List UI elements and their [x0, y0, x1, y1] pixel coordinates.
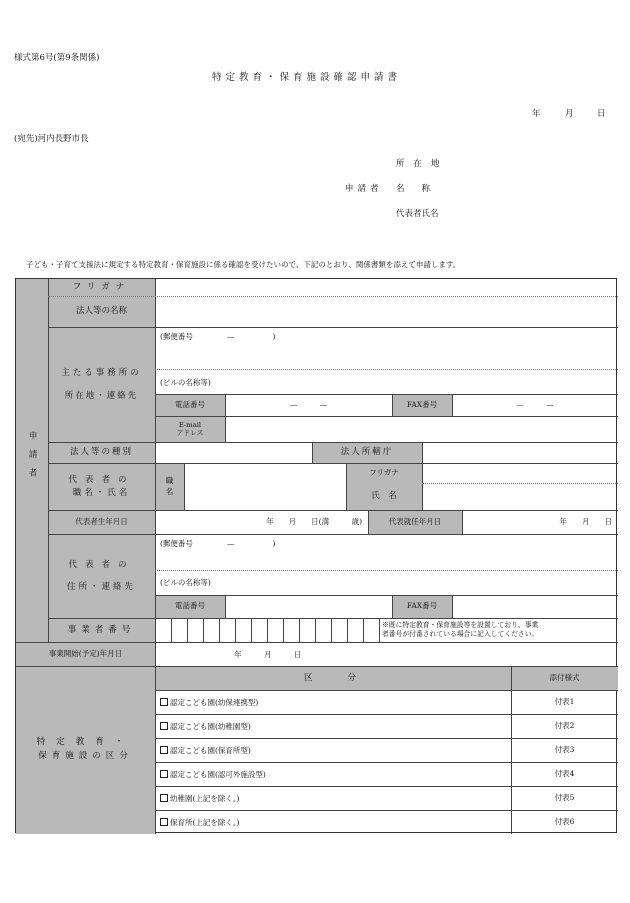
building-label: (ビルの名称等)	[160, 377, 211, 387]
date-year: 年	[532, 109, 541, 119]
facility-form-6: 付表6	[554, 816, 575, 826]
facility-row-6[interactable]: 保育所(上記を除く。)	[160, 810, 239, 834]
checkbox-icon[interactable]	[160, 722, 168, 730]
intro-text: 子ども・子育て支援法に規定する特定教育・保育施設に係る確認を受けたいので、下記のとおり、関係書類を添えて申請します。	[26, 260, 461, 269]
rep-fax-label: FAX番号	[406, 601, 438, 611]
rep-building-label: (ビルの名称等)	[160, 577, 211, 587]
rep-title-label: 職 名	[165, 476, 174, 496]
facility-row-4[interactable]: 認定こども園(認可外施設型)	[160, 762, 266, 786]
email-label: E-mail アドレス	[176, 420, 204, 437]
furigana-label: フリガナ	[72, 282, 131, 293]
corp-type-label: 法人等の種別	[69, 447, 133, 458]
facility-form-5: 付表5	[554, 792, 575, 802]
email-field[interactable]	[225, 416, 618, 442]
facility-form-2: 付表2	[554, 720, 575, 730]
facility-form-3: 付表3	[554, 744, 575, 754]
rep-postal-label: (郵便番号 — )	[160, 538, 276, 548]
facility-type-label: 特定教育・ 保育施設の区分	[36, 737, 135, 761]
rep-birth-field[interactable]: 年 月 日(満 歳)	[266, 516, 362, 526]
kubun-header: 区 分	[303, 672, 362, 683]
checkbox-icon[interactable]	[160, 746, 168, 754]
fax-field[interactable]: — —	[516, 399, 554, 409]
attach-header: 添付様式	[549, 672, 580, 682]
facility-form-1: 付表1	[554, 696, 575, 706]
date-day: 日	[597, 109, 606, 119]
postal-label: (郵便番号 — )	[160, 331, 276, 341]
corp-name-label: 法人等の名称	[75, 306, 127, 317]
facility-row-5[interactable]: 幼稚園(上記を除く。)	[160, 786, 239, 810]
rep-name-field[interactable]	[422, 463, 618, 510]
rep-furigana-label: フリガナ	[369, 467, 399, 477]
corp-authority-label: 法人所轄庁	[340, 447, 394, 458]
biz-no-field[interactable]	[155, 618, 379, 642]
checkbox-icon[interactable]	[160, 818, 168, 826]
biz-no-note: ※既に特定教育・保育施設等を設置しており、事業 者番号が付番されている場合に記入してください。	[382, 620, 539, 638]
corp-type-field[interactable]	[155, 442, 312, 463]
checkbox-icon[interactable]	[160, 698, 168, 706]
corp-name-field[interactable]	[155, 296, 618, 327]
form-title: 特定教育・保育施設確認申請書	[212, 72, 402, 83]
phone-label: 電話番号	[175, 399, 205, 409]
applicant-section-label: 申請者	[27, 431, 38, 487]
rep-phone-label: 電話番号	[175, 601, 205, 611]
checkbox-icon[interactable]	[160, 770, 168, 778]
rep-birth-label: 代表者生年月日	[75, 516, 128, 526]
rep-start-field[interactable]: 年 月 日	[559, 516, 612, 526]
rep-title-field[interactable]	[184, 463, 346, 510]
rep-label: 代表者の 職名・氏名	[68, 474, 135, 498]
rep-addr-label: 代表者の 住所・連絡先	[66, 559, 136, 592]
applicant-label: 申請者	[345, 184, 383, 194]
representative-label: 代表者氏名	[396, 209, 439, 219]
applicant-name-label: 名 称	[396, 184, 431, 194]
rep-fax-field[interactable]	[452, 595, 618, 618]
start-date-field[interactable]: 年 月 日	[234, 649, 302, 659]
application-table	[15, 278, 617, 833]
corp-authority-field[interactable]	[422, 442, 618, 463]
applicant-address-label: 所在地	[396, 159, 449, 169]
biz-no-label: 事業者番号	[67, 624, 136, 635]
rep-phone-field[interactable]	[225, 595, 392, 618]
facility-row-1[interactable]: 認定こども園(幼保連携型)	[160, 690, 258, 714]
checkbox-icon[interactable]	[160, 794, 168, 802]
office-label: 主たる事務所の 所在地・連絡先	[61, 368, 142, 401]
date-month: 月	[565, 109, 574, 119]
addressee: (宛先)河内長野市長	[14, 134, 89, 144]
rep-name-label: 氏 名	[371, 491, 397, 502]
facility-form-4: 付表4	[554, 768, 575, 778]
facility-row-2[interactable]: 認定こども園(幼稚園型)	[160, 714, 251, 738]
fax-label: FAX番号	[406, 399, 438, 409]
form-number: 様式第6号(第9条関係)	[14, 53, 100, 63]
facility-row-3[interactable]: 認定こども園(保育所型)	[160, 738, 251, 762]
start-date-label: 事業開始(予定)年月日	[48, 648, 123, 658]
rep-start-label: 代表就任年月日	[388, 516, 442, 526]
phone-field[interactable]: — —	[289, 399, 328, 409]
